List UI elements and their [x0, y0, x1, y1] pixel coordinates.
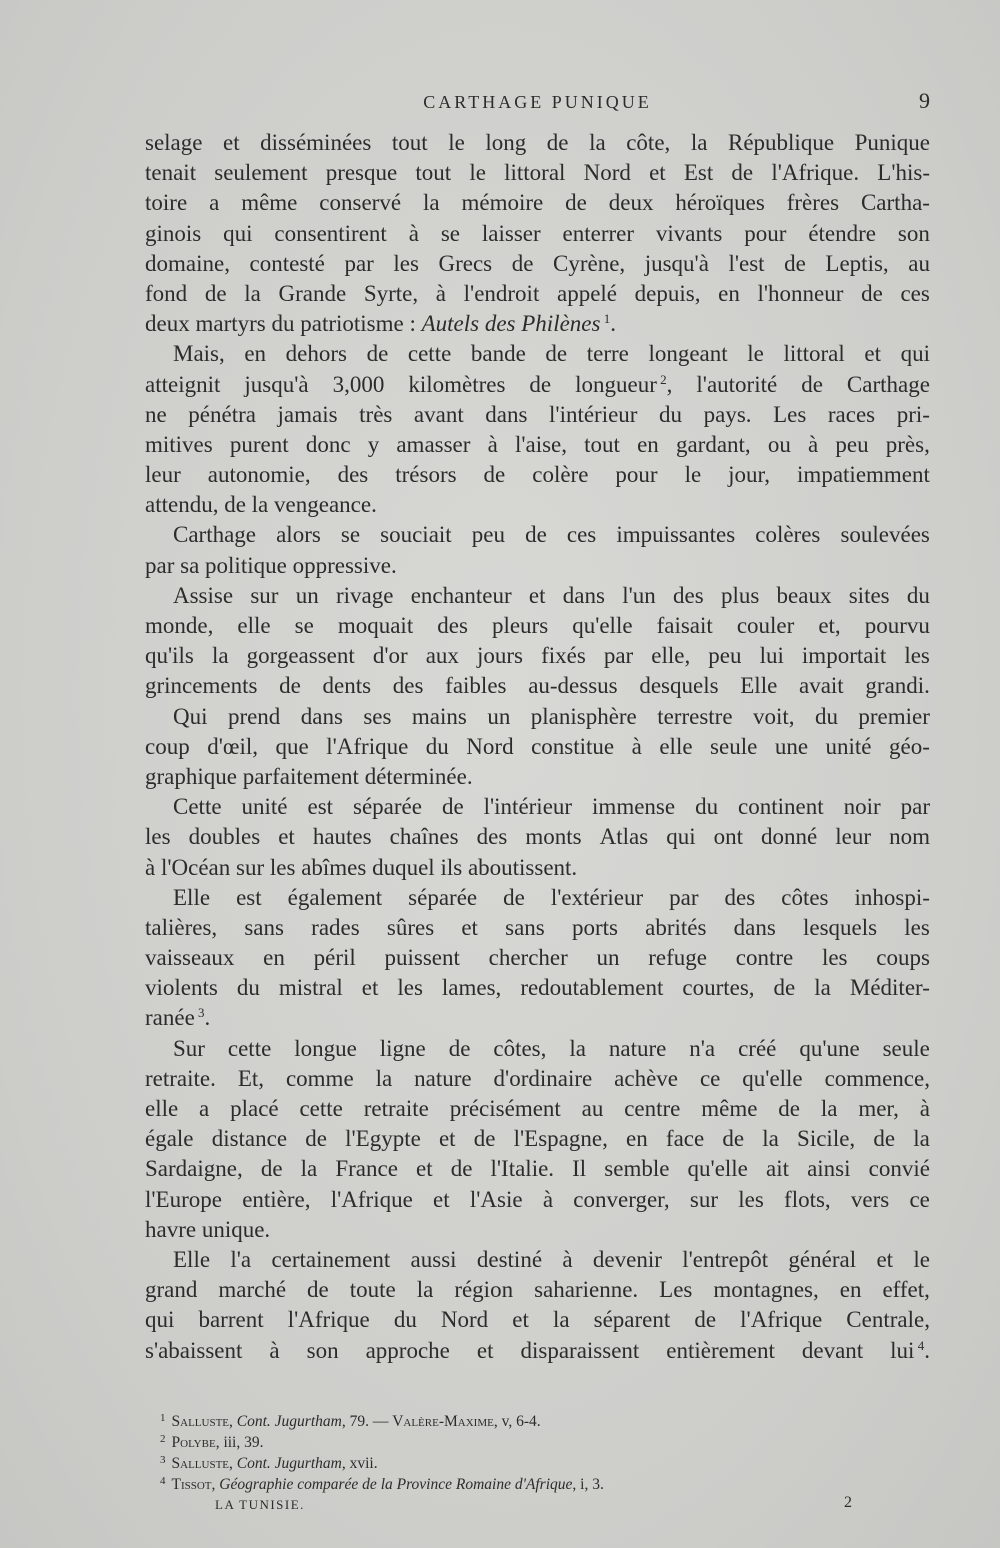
footnote: $^1$ Salluste, Cont. Jugurtham, 79. — Valère-Maxime, v, 6-4. — [160, 1412, 541, 1430]
text-line: tenait seulement presque tout le littoral Nord et Est de l'Afrique. L'his- — [145, 160, 930, 186]
text-line: les doubles et hautes chaînes des monts Atlas qui ont donné leur nom — [145, 824, 930, 850]
text-line: l'Europe entière, l'Afrique et l'Asie à converger, sur les flots, vers ce — [145, 1186, 930, 1212]
text-line: monde, elle se moquait des pleurs qu'elle faisait couler et, pourvu — [145, 613, 930, 638]
footnote-number: 2 — [160, 1433, 166, 1445]
signature-number: 2 — [844, 1494, 852, 1511]
footnote: $^3$ Salluste, Cont. Jugurtham, xvii. — [160, 1454, 378, 1472]
text-line: ranée $^3$. — [145, 1005, 211, 1031]
page-number: 9 — [919, 88, 930, 113]
footnote-number: 1 — [160, 1412, 166, 1424]
text-line: Sardaigne, de la France et de l'Italie. Il semble qu'elle ait ainsi convié — [145, 1156, 930, 1182]
text-line: à l'Océan sur les abîmes duquel ils aboutissent. — [145, 854, 578, 880]
text-line: Sur cette longue ligne de côtes, la nature n'a créé qu'une seule — [173, 1035, 930, 1061]
text-line: attendu, de la vengeance. — [145, 492, 377, 518]
running-title: CARTHAGE PUNIQUE — [423, 92, 652, 112]
text-line: Carthage alors se souciait peu de ces impuissantes colères soulevées — [173, 522, 930, 548]
text-line: ne pénétra jamais très avant dans l'intérieur du pays. Les races pri- — [145, 401, 930, 427]
running-head — [145, 88, 930, 120]
text-line: graphique parfaitement déterminée. — [145, 763, 473, 789]
footnote: $^4$ Tissot, Géographie comparée de la Province Romaine d'Afrique, i, 3. — [160, 1475, 604, 1493]
text-line: elle a placé cette retraite précisément au centre même de la mer, à — [145, 1096, 930, 1121]
text-line: havre unique. — [145, 1216, 271, 1242]
footnote-number: 3 — [160, 1454, 166, 1466]
text-line: selage et disséminées tout le long de la côte, la République Punique — [145, 130, 930, 155]
footnote-number: 4 — [160, 1475, 166, 1487]
text-line: égale distance de l'Egypte et de l'Espagne, en face de la Sicile, de la — [145, 1126, 930, 1152]
text-line: ginois qui consentirent à se laisser enterrer vivants pour étendre son — [145, 220, 930, 246]
text-line: domaine, contesté par les Grecs de Cyrène, jusqu'à l'est de Leptis, au — [145, 250, 930, 276]
text-line: qui barrent l'Afrique du Nord et la séparent de l'Afrique Centrale, — [145, 1307, 930, 1333]
text-line: talières, sans rades sûres et sans ports abrités dans lesquels les — [145, 914, 930, 940]
text-line: Cette unité est séparée de l'intérieur immense du continent noir par — [173, 794, 930, 820]
footnote: $^2$ Polybe, iii, 39. — [160, 1433, 264, 1451]
text-line: s'abaissent à son approche et disparaissent entièrement devant lui $^4$. — [145, 1337, 930, 1363]
text-line: Elle est également séparée de l'extérieur par des côtes inhospi- — [173, 884, 930, 910]
text-line: Assise sur un rivage enchanteur et dans l'un des plus beaux sites du — [173, 582, 930, 608]
text-line: par sa politique oppressive. — [145, 552, 397, 578]
text-line: atteignit jusqu'à 3,000 kilomètres de longueur $^2$, l'autorité de Carthage — [145, 371, 930, 397]
text-line: mitives purent donc y amasser à l'aise, tout en gardant, ou à peu près, — [145, 431, 930, 457]
signature-mark: LA TUNISIE. — [215, 1497, 305, 1512]
text-line: grincements de dents des faibles au-dessus desquels Elle avait grandi. — [145, 673, 930, 699]
text-line: toire a même conservé la mémoire de deux héroïques frères Cartha- — [145, 190, 930, 216]
body-text — [145, 128, 930, 1366]
text-line: Qui prend dans ses mains un planisphère terrestre voit, du premier — [173, 703, 930, 729]
footnotes — [160, 1408, 920, 1492]
text-line: deux martyrs du patriotisme : Autels des Philènes $^1$. — [145, 311, 616, 337]
text-line: fond de la Grande Syrte, à l'endroit appelé depuis, en l'honneur de ces — [145, 280, 930, 306]
text-line: vaisseaux en péril puissent chercher un refuge contre les coups — [145, 945, 930, 971]
text-line: coup d'œil, que l'Afrique du Nord constitue à elle seule une unité géo- — [145, 733, 930, 759]
text-line: violents du mistral et les lames, redoutablement courtes, de la Méditer- — [145, 975, 930, 1001]
text-line: qu'ils la gorgeassent d'or aux jours fixés par elle, peu lui importait les — [145, 643, 930, 669]
text-line: leur autonomie, des trésors de colère pour le jour, impatiemment — [145, 462, 930, 488]
text-line: grand marché de toute la région saharienne. Les montagnes, en effet, — [145, 1277, 930, 1303]
text-line: Mais, en dehors de cette bande de terre longeant le littoral et qui — [173, 341, 930, 367]
text-line: retraite. Et, comme la nature d'ordinaire achève ce qu'elle commence, — [145, 1065, 930, 1091]
text-line: Elle l'a certainement aussi destiné à devenir l'entrepôt général et le — [173, 1246, 930, 1272]
